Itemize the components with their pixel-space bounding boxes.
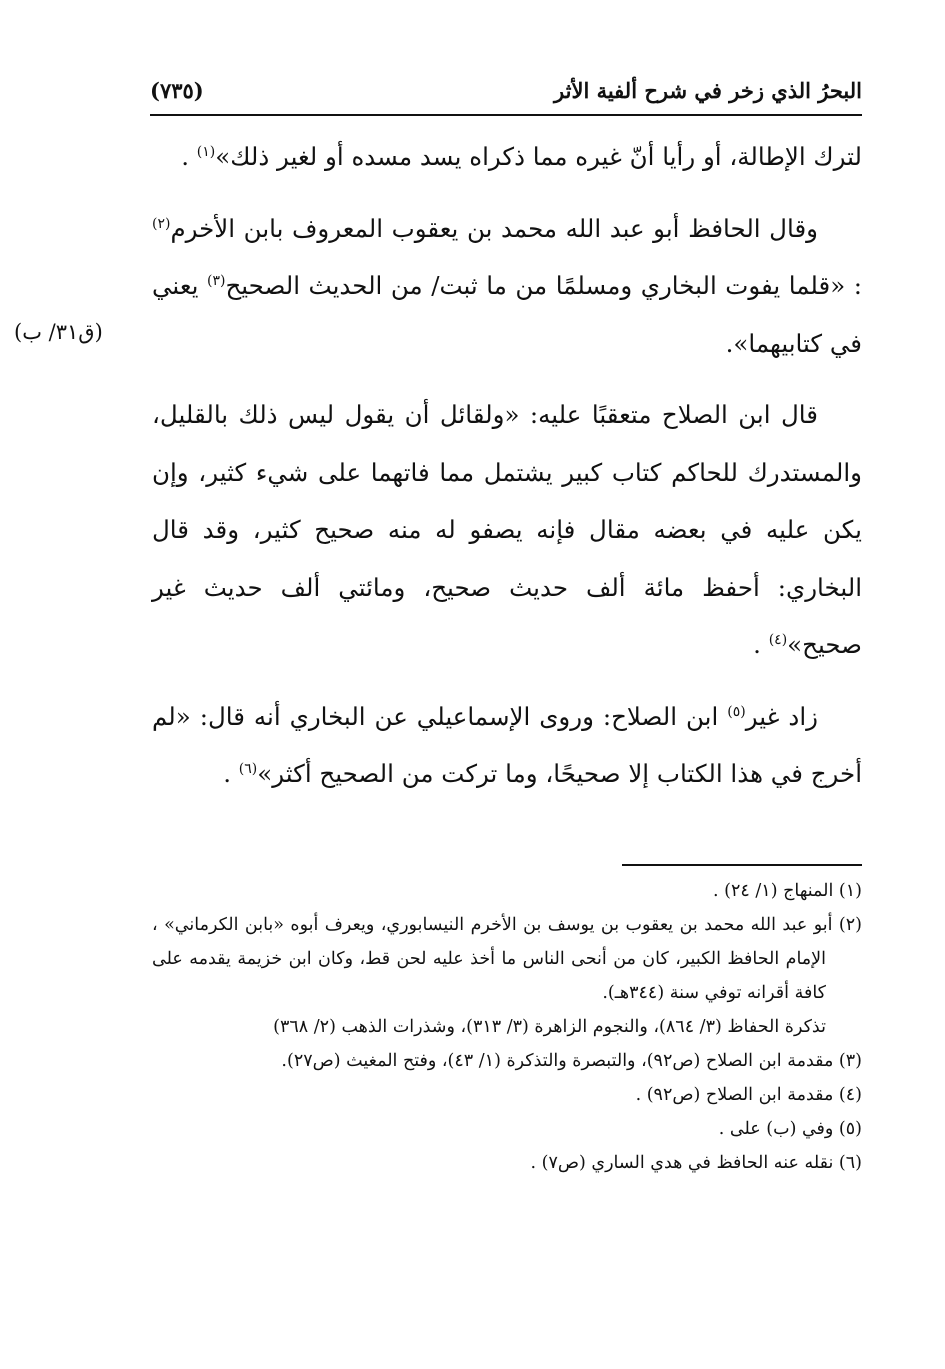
- paragraph-2: [152, 200, 862, 373]
- paragraph-4: [152, 688, 862, 803]
- manuscript-folio-note: (ق٣١/ ب): [14, 320, 103, 344]
- paragraph-2-text-a: وقال الحافظ أبو عبد الله محمد بن يعقوب المعروف بابن الأخرم: [170, 213, 818, 243]
- footnote-separator: [622, 864, 862, 866]
- footnotes: [152, 874, 862, 1180]
- paragraph-1-end: .: [181, 142, 189, 171]
- paragraph-2-text-c: يعني في كتابيهما».: [152, 271, 862, 358]
- footnote-2-sources: تذكرة الحفاظ (٣/ ٨٦٤)، والنجوم الزاهرة (٣/ ٣١٣)، وشذرات الذهب (٢/ ٣٦٨): [273, 1017, 826, 1037]
- footnote-ref-5: (٥): [727, 703, 746, 720]
- header-rule: [150, 114, 862, 116]
- footnote-3: (٣) مقدمة ابن الصلاح (ص٩٢)، والتبصرة والتذكرة (١/ ٤٣)، وفتح المغيث (ص٢٧).: [281, 1051, 862, 1071]
- footnote-1: (١) المنهاج (١/ ٢٤) .: [713, 881, 862, 901]
- footnote-4: (٤) مقدمة ابن الصلاح (ص٩٢) .: [635, 1085, 862, 1105]
- paragraph-4-end: .: [223, 759, 231, 788]
- footnote-ref-6: (٦): [238, 760, 258, 777]
- paragraph-4-text-a: زاد غير: [745, 701, 818, 731]
- paragraph-1: [152, 128, 862, 186]
- footnote-2: (٢) أبو عبد الله محمد بن يعقوب بن يوسف بن الأخرم النيسابوري، ويعرف أبوه «بابن الكرماني» ، الإمام الحافظ الكبير، كان من أنحى الناس ما أخذ عليه لحن قط، وكان ابن خزيمة يقدمه على كافة أقرانه توفي سنة (٣٤٤هـ).: [152, 915, 862, 1003]
- paragraph-4-text-b: ابن الصلاح: وروى الإسماعيلي عن البخاري أنه قال: «لم أخرج في هذا الكتاب إلا صحيحًا، وما تركت من الصحيح أكثر»: [152, 701, 862, 788]
- paragraph-3-end: .: [753, 630, 761, 659]
- footnote-ref-3: (٣): [207, 272, 226, 289]
- page-number: (٧٣٥): [150, 78, 204, 103]
- paragraph-1-text: لترك الإطالة، أو رأيا أنّ غيره مما ذكراه يسد مسده أو لغير ذلك»: [215, 142, 862, 171]
- running-head: [150, 74, 862, 110]
- paragraph-2-text-b: : «قلما يفوت البخاري ومسلمًا من ما ثبت/ من الحديث الصحيح: [225, 271, 862, 300]
- footnote-6: (٦) نقله عنه الحافظ في هدي الساري (ص٧) .: [530, 1153, 862, 1173]
- footnote-5: (٥) وفي (ب) على .: [718, 1119, 862, 1139]
- footnote-ref-4: (٤): [768, 631, 788, 648]
- main-text: [152, 128, 862, 803]
- paragraph-3-text: قال ابن الصلاح متعقبًا عليه: «ولقائل أن يقول ليس ذلك بالقليل، والمستدرك للحاكم كتاب كبير يشتمل مما فاتهما على شيء كثير، وإن يكن عليه في بعضه مقال فإنه يصفو له منه صحيح كثير، وقد قال البخاري: أحفظ مائة ألف حديث صحيح، ومائتي ألف حديث غير صحيح»: [152, 400, 862, 659]
- footnote-ref-2: (٢): [152, 215, 171, 232]
- paragraph-3: [152, 386, 862, 674]
- running-head-title: البحرُ الذي زخر في شرح ألفية الأثر: [554, 78, 862, 103]
- footnote-ref-1: (١): [196, 143, 216, 160]
